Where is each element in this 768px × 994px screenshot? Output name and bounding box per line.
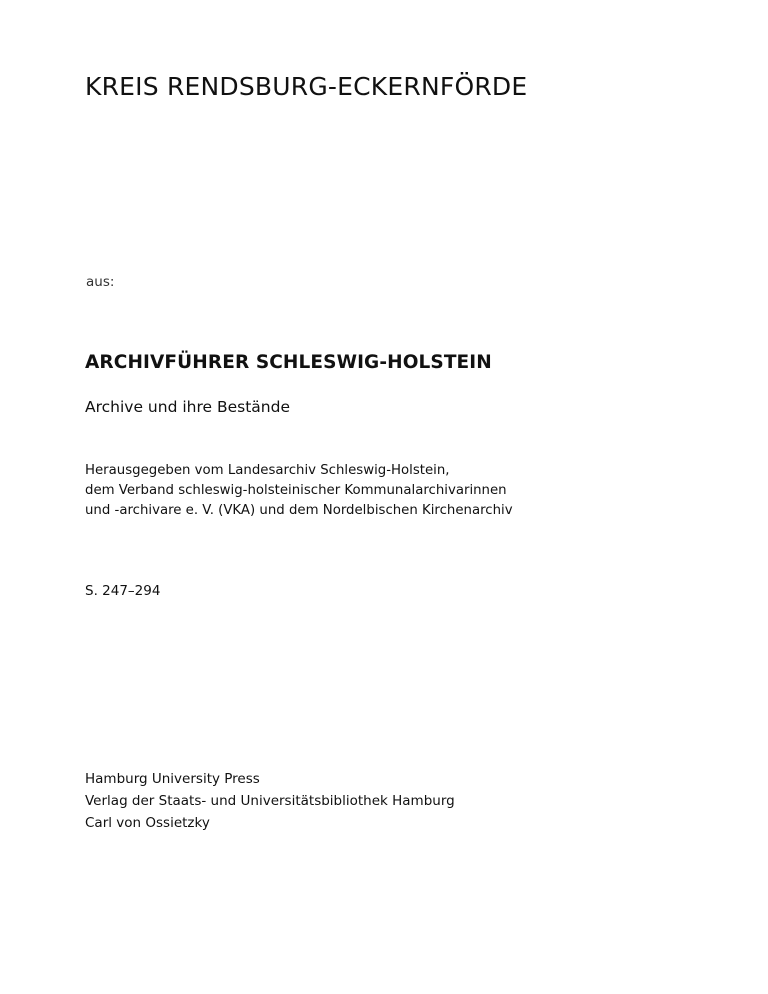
page-range: S. 247–294 [85, 583, 161, 599]
from-label: aus: [86, 274, 115, 290]
publisher-line: Verlag der Staats- und Universitätsbibliothek Hamburg [85, 793, 455, 809]
chapter-title: KREIS RENDSBURG-ECKERNFÖRDE [85, 72, 528, 101]
publisher-line: Carl von Ossietzky [85, 815, 210, 831]
editors-line: Herausgegeben vom Landesarchiv Schleswig-Holstein, [85, 463, 450, 478]
book-subtitle: Archive und ihre Bestände [85, 398, 290, 416]
editors-line: dem Verband schleswig-holsteinischer Kommunalarchivarinnen [85, 483, 507, 498]
editors-line: und -archivare e. V. (VKA) und dem Nordelbischen Kirchenarchiv [85, 503, 513, 518]
publisher-block [85, 768, 455, 834]
book-title: ARCHIVFÜHRER SCHLESWIG-HOLSTEIN [85, 352, 492, 373]
publisher-line: Hamburg University Press [85, 771, 260, 787]
editors-statement [85, 461, 513, 521]
